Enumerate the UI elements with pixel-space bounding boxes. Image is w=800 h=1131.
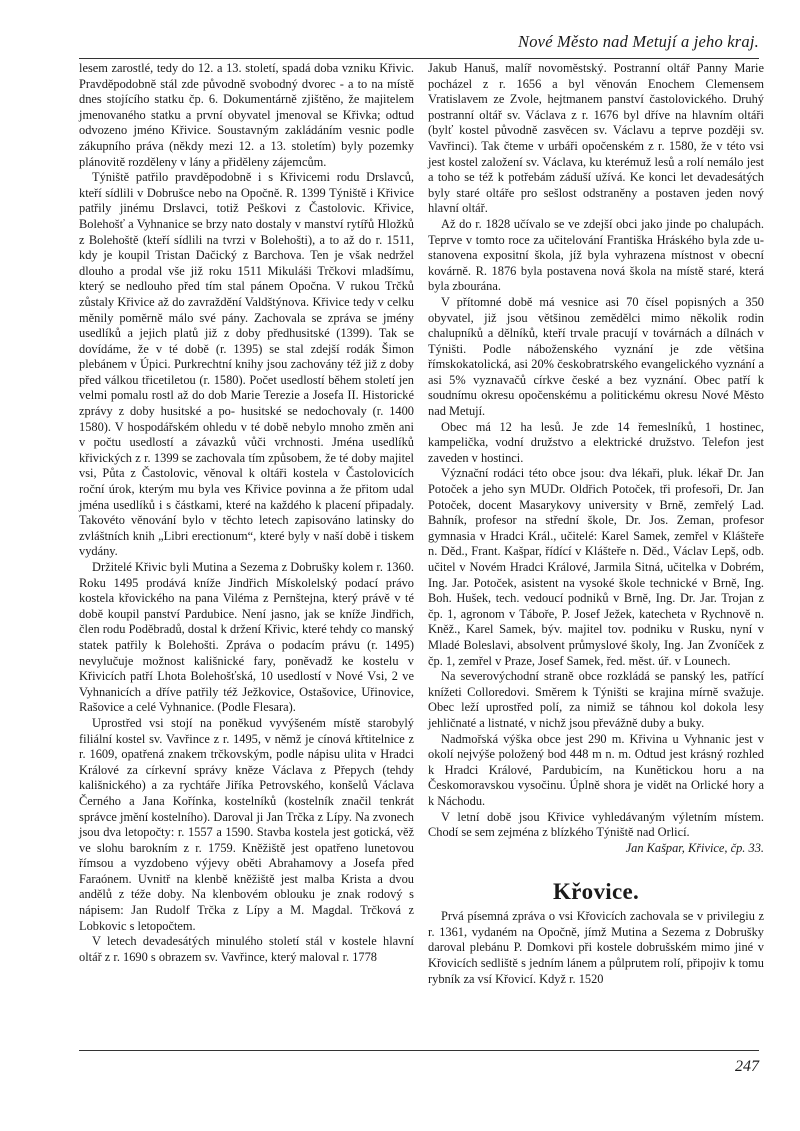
- paragraph: Až do r. 1828 učívalo se ve zdejší obci jako jinde po chalupách. Teprve v tomto roce za učitelování Františka Hráského byla zde u- stanovena expositní škola, jíž byla vyhrazena místnost v obecní kovárně. R. 1876 byla postavena nová škola na místě staré, která byla zbourána.: [428, 216, 764, 294]
- footer-rule: [79, 1050, 759, 1051]
- paragraph: V letech devadesátých minulého století stál v kostele hlavní oltář z r. 1690 s obrazem sv. Vavřince, který maloval r. 1778: [79, 934, 414, 964]
- paragraph: Jakub Hanuš, malíř novoměstský. Postranní oltář Panny Marie pocházel z r. 1656 a byl věnován Enochem Clemensem Vratislavem ze Zvole, hejtmanem panství častolovického. Druhý postranní oltář sv. Václava z r. 1676 byl dříve na hlavním oltáři (bylť kostel původně zasvěcen sv. Václavu a teprve později sv. Vavřinci). Tak čteme v urbáři opočenském z r. 1580, že v této vsi jest kostel založení sv. Václava, ku kterémuž lesů a rolí nemálo jest a toho se též k potřebám záduší užívá. Ke konci let devadesátých byly staré oltáře pro sešlost odstraněny a postaven jeden nový hlavní oltář.: [428, 61, 764, 216]
- paragraph: Na severovýchodní straně obce rozkládá se panský les, patřící knížeti Colloredovi. Směrem k Týništi se krajina mírně svažuje. Obec leží uprostřed polí, za nimiž se táhnou kol dokola lesy jehličnaté a listnaté, v nichž jsou převážně duby a buky.: [428, 669, 764, 730]
- paragraph: Prvá písemná zpráva o vsi Křovicích zachovala se v privilegiu z r. 1361, vydaném na Opočně, jímž Mutina a Sezema z Dobrušky daroval plebánu P. Domkovi při kostele dobrušském mimo jiné v Křovicích sedliště s jedním lánem a půlprutem rolí, připojiv k tomu rybník za vsí Křovicí. Když r. 1520: [428, 909, 764, 986]
- paragraph: Obec má 12 ha lesů. Je zde 14 řemeslníků, 1 hostinec, kampelička, vodní družstvo a elektrické družstvo. Telefon jest zaveden v hostinci.: [428, 419, 764, 465]
- paragraph: V letní době jsou Křivice vyhledávaným výletním místem. Chodí se sem zejména z blízkého Týniště nad Orlicí.: [428, 809, 764, 840]
- paragraph: Týniště patřilo pravděpodobně i s Křivicemi rodu Drslavců, kteří sídlili v Dobrušce nebo na Opočně. R. 1399 Týniště i Křivice patřily jinému Drslavci, totiž Peškovi z Častolovic. Křivice, Bolehošť a Vyhnanice se brzy nato dostaly v manství rytířů Hložků z Bolehoště (kteří sídlili na tvrzi v Bolehošti), a to až do r. 1511, kdy je koupil Tristan Dačický z Barchova. Ten je však nedržel dlouho a prodal vše již roku 1511 Mikuláši Trčkovi mladšímu, který se nedlouho před tím stal pánem Opočna. V rukou Trčků zůstaly Křivice až do zavraždění Valdštýnova. Křivice tedy v celku měnily poměrně málo své pány. Zachovala se zpráva se jmény usedlíků a jejich platů již z doby předhusitské (1399). Tak se dovídáme, že v té době (r. 1395) se stal zdejší rodák Šimon plebánem v Úpici. Purkrechtní knihy jsou zachovány též již z doby před válkou třicetiletou (r. 1580). Počet usedlostí během století jen velmi pomalu rostl až do dob Marie Terezie a Josefa II. Historické zprávy z doby husitské a po- husitské se nedochovaly (r. 1400 1580). V hospodářském ohledu v té době nebylo mnoho změn ani v počtu usedlostí a závazků vůči vrchnosti. Jména usedlíků křivických z r. 1399 se zachovala tím způsobem, že té doby majitel vsi, Půta z Častolovic, věnoval k oltáři kostela v Častolovicích roční úrok, kterým mu byla ves Křivice povinna a že přitom udal jména usedlíků i s částkami, které na každého k placení připadaly. Takovéto věnování bylo v těchto letech zapisováno latinsky do zvláštních knih „Libri erectionum“, které byly v naší době i tiskem vydány.: [79, 170, 414, 559]
- paragraph: Význační rodáci této obce jsou: dva lékaři, pluk. lékař Dr. Jan Potoček a jeho syn MUDr. Oldřich Potoček, tři profesoři, Dr. Jan Potoček, docent Masarykovy university v Brně, zemřelý Lad. Bahník, profesor na střední škole, Dr. Jos. Zeman, profesor gymnasia v Hradci Král., učitelé: Karel Samek, zemřel v Klášteře n. Děd., Frant. Kašpar, řídící v Klášteře n. Děd., Václav Lepš, odb. učitel v Novém Hradci Králové, Jarmila Sitná, učitelka v Dobrém, Ing. Jar. Potoček, asistent na vysoké škole technické v Brně, Ing. Boh. Hušek, tech. vedoucí podniků v Brně, Ing. Dr. Jar. Trojan z čp. 1, agronom v Táboře, P. Josef Ježek, katecheta v Rychnově n. Kněž., Karel Samek, býv. majitel tov. podniku v Rusku, nyní v Mladé Boleslavi, absolvent průmyslové školy, Ing. Jan Zvoníček z čp. 1, zemřel v Praze, Josef Samek, řed. měst. úř. v Lounech.: [428, 466, 764, 668]
- author-signature: Jan Kašpar, Křivice, čp. 33.: [625, 840, 764, 855]
- page-number: 247: [735, 1058, 759, 1075]
- page-header: [79, 30, 759, 59]
- paragraph: V přítomné době má vesnice asi 70 čísel popisných a 350 obyvatel, již jsou většinou zemědělci mimo několik rodin chalupníků a dělníků, kteří trvale pracují v továrnách a dílnách v Týništi. Podle náboženského vyznání je zde většina římskokatolická, asi 20% českobratrského evangelického vyznání a asi 5% vyznavačů církve české a bez vyznání. Obec patří k soudnímu okresu opočenskému a politickému okresu Nové Město nad Metují.: [428, 294, 764, 419]
- right-column: [428, 61, 764, 987]
- paragraph: lesem zarostlé, tedy do 12. a 13. století, spadá doba vzniku Křivic. Pravděpodobně stál zde původně svobodný dvorec - a to na místě dnes stojícího statku čp. 6. Dokumentárně zjištěno, že majitelem jmenovaného statku a první obyvatel jmenoval se Křivka; odtud odvozeno jméno Křivice. Soustavným zakládáním vesnic podle zákupního práva (někdy mezi 12. a 13. stoletím) byly pozemky plánovitě rozděleny v lány a přiděleny zájemcům.: [79, 61, 414, 169]
- paragraph: Držitelé Křivic byli Mutina a Sezema z Dobrušky kolem r. 1360. Roku 1495 prodává kníže Jindřich Mískolelský podací právo kostela křovického na pana Viléma z Pernštejna, který právě v té době koupil panství Pardubice. Není jasno, jak se kníže Jindřich, člen rodu Poděbradů, dostal k držení Křivic, které tehdy co manský statek patřily k Bolehošti. Zpráva o podacím právu (r. 1495) nevylučuje možnost kališnické fary, poněvadž ke kostelu v Křivicích patří Lhota Bolehošťská, 10 usedlostí v Nové Vsi, 2 ve Vyhnanicích a dříve patřily též Ježkovice, Ostašovice, Uřinovice, Rašovice a celé Vyhnanice. (Podle Flesara).: [79, 560, 414, 715]
- paragraph: Uprostřed vsi stojí na poněkud vyvýšeném místě starobylý filiální kostel sv. Vavřince z r. 1495, v němž je cínová křtitelnice z r. 1609, opatřená znakem trčkovským, podle nápisu ulita v Hradci Králové za církevní správy kněze Václava z Přepych (tehdy kališnického) a za rychtáře Jiříka Petrovského, konšelů Václava Černého a Jana Kořínka, kostelníků (kostelník značil tenkrát správce jmění kostelního). Daroval ji Jan Trčka z Lípy. Na zvonech jsou dva letopočty: r. 1557 a 1590. Stavba kostela jest gotická, věž ve slohu barokním z r. 1759. Kněžiště jest opatřeno lunetovou římsou a vyzdobeno výjevy oběti Abrahamovy a Josefa před Faraónem. Uvnitř na klenbě kněžiště jest malba Krista a dvou andělů z téže doby. Na klenbovém oblouku je znak rodový s nápisem: Jan Rudolf Trčka z Lípy a M. Magdal. Trčková z Lobkovic s letopočtem.: [79, 715, 414, 933]
- paragraph: Nadmořská výška obce jest 290 m. Křivina u Vyhnanic jest v okolí nejvýše položený bod 448 m n. m. Odtud jest krásný rozhled k Hradci Králové, Pardubicím, na Kunětickou horu a na Českomoravskou vysočinu. Úplně shora je vidět na Orlické hory a k Náchodu.: [428, 731, 764, 808]
- section-heading: Křovice.: [552, 879, 640, 905]
- running-title: Nové Město nad Metují a jeho kraj.: [518, 32, 759, 51]
- left-column: [79, 61, 414, 965]
